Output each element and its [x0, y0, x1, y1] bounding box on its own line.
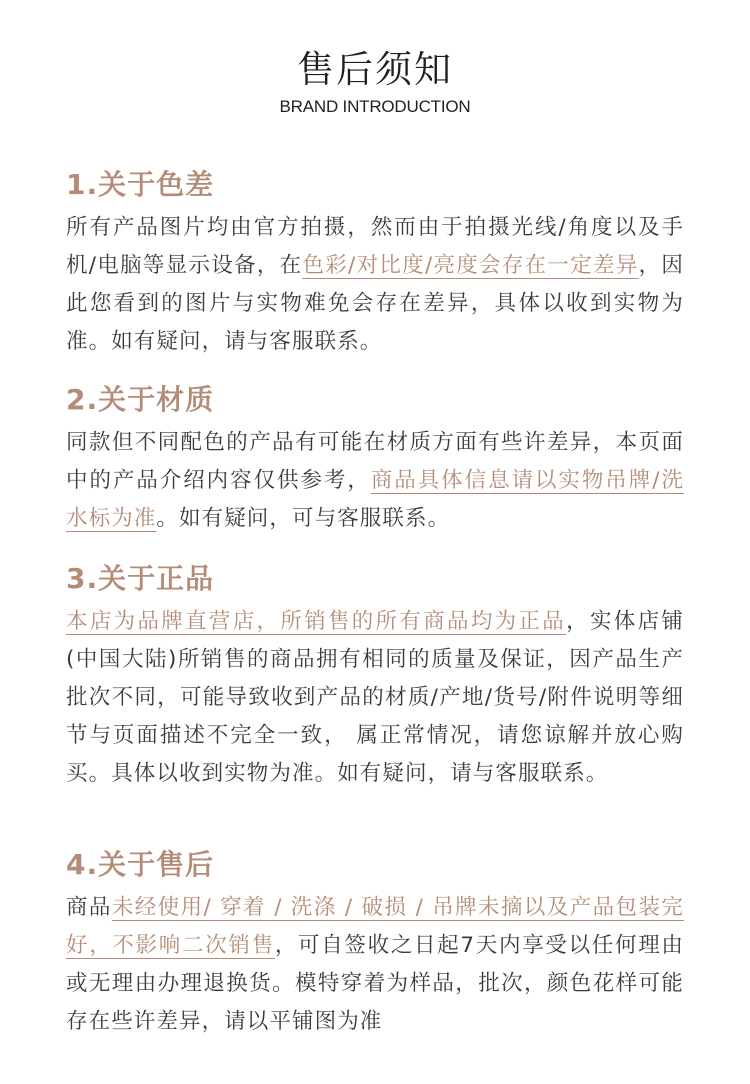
body-text: ，可自签收之日起7天内享受以任何理由或无理由办理退换货。模特穿着为样品，批次，颜色花样可能存在些许差异，请以平铺图为准: [66, 933, 684, 1034]
section-heading: 1.关于色差: [66, 168, 215, 201]
body-text: 同款但不同配色的产品有可能在材质方面有些许差异，本页面中的产品介绍内容仅供参考，: [66, 430, 684, 493]
page-title: 售后须知: [297, 48, 453, 91]
body-text: 。如有疑问，可与客服联系。: [156, 506, 451, 531]
body-text: ，因此您看到的图片与实物难免会存在差异，具体以收到实物为准。如有疑问，请与客服联系。: [66, 253, 685, 354]
section-material: [66, 383, 684, 538]
section-heading: 3.关于正品: [66, 562, 215, 595]
section-color-difference: [66, 168, 684, 361]
body-text: 商品: [66, 895, 112, 920]
section-authenticity: [66, 562, 684, 793]
section-heading: 4.关于售后: [66, 848, 215, 881]
section-body: [66, 603, 684, 793]
section-body: [66, 424, 684, 538]
body-text: ，实体店铺(中国大陆)所销售的商品拥有相同的质量及保证，因产品生产批次不同，可能导致收到产品的材质/产地/货号/附件说明等细节与页面描述不完全一致， 属正常情况，请您谅解并放心购买。具体以收到实物为准。如有疑问，请与客服联系。: [66, 609, 684, 786]
highlighted-text: 未经使用/ 穿着 / 洗涤 / 破损 / 吊牌未摘以及产品包装完好，不影响二次销售: [66, 895, 684, 958]
section-heading: 2.关于材质: [66, 383, 215, 416]
highlighted-text: 商品具体信息请以实物吊牌/洗水标为准: [66, 468, 684, 531]
section-body: [66, 209, 684, 361]
highlighted-text: 本店为品牌直营店，所销售的所有商品均为正品: [66, 609, 567, 634]
highlighted-text: 色彩/对比度/亮度会存在一定差异: [302, 253, 639, 278]
section-body: [66, 889, 684, 1041]
body-text: 所有产品图片均由官方拍摄，然而由于拍摄光线/角度以及手机/电脑等显示设备，在: [66, 215, 684, 278]
page-subtitle: BRAND INTRODUCTION: [279, 97, 471, 116]
section-after-sales: [66, 848, 684, 1041]
